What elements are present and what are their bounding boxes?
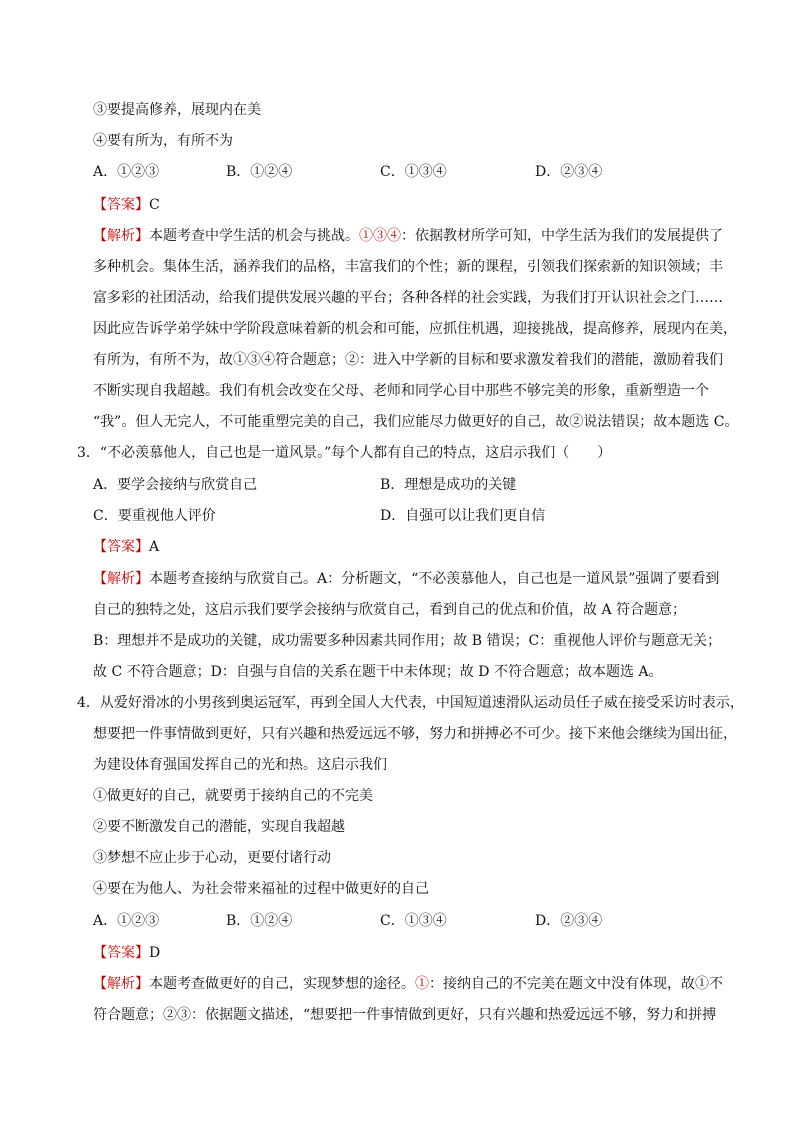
q2-analysis-line-1 (93, 226, 723, 246)
q3-option-a: A．要学会接纳与欣赏自己 (93, 477, 258, 493)
q2-option-c: C．①③④ (380, 164, 447, 180)
q2-analysis-line-6: 不断实现自我超越。我们有机会改变在父母、老师和同学心目中那些不够完美的形象，重新塑造一个 (93, 383, 709, 399)
q4-stem-line-1: 4．从爱好滑冰的小男孩到奥运冠军，再到全国人大代表，中国短道速滑队运动员任子威在接受采访时表示， (77, 695, 744, 711)
q2-analysis-line-7: “我”。但人无完人，不可能重塑完美的自己，我们应能尽力做更好的自己，故②说法错误；故本题选 C。 (93, 414, 739, 430)
answer-value: A (149, 539, 160, 555)
analysis-highlight: ① (415, 976, 429, 992)
analysis-text: 本题考查做更好的自己，实现梦想的途径。 (149, 976, 415, 992)
q3-analysis-line-3: B：理想并不是成功的关键，成功需要多种因素共同作用；故 B 错误；C：重视他人评价与题意无关； (93, 633, 722, 649)
analysis-tag: 【解析】 (93, 976, 149, 992)
q4-answer (93, 943, 160, 963)
q2-item-4: ④要有所为，有所不为 (93, 133, 233, 149)
q2-analysis-line-4: 因此应告诉学弟学妹中学阶段意味着新的机会和可能，应抓住机遇，迎接挑战，提高修养，展现内在美， (93, 321, 737, 337)
answer-value: C (149, 197, 160, 213)
q4-item-2: ②要不断激发自己的潜能，实现自我超越 (93, 819, 345, 835)
q4-option-d: D．②③④ (535, 913, 603, 929)
q4-item-4: ④要在为他人、为社会带来福祉的过程中做更好的自己 (93, 881, 429, 897)
q2-analysis-line-5: 有所为，有所不为，故①③④符合题意；②：进入中学新的目标和要求激发着我们的潜能，激励着我们 (93, 352, 723, 368)
analysis-text: ：接纳自己的不完美在题文中没有体现，故①不 (429, 976, 723, 992)
answer-tag: 【答案】 (93, 539, 149, 555)
analysis-text: ：依据教材所学可知，中学生活为我们的发展提供了 (401, 228, 723, 244)
q2-analysis-line-2: 多种机会。集体生活，涵养我们的品格，丰富我们的个性；新的课程，引领我们探索新的知识领域；丰 (93, 259, 723, 275)
q2-analysis-line-3: 富多彩的社团活动，给我们提供发展兴趣的平台；各种各样的社会实践，为我们打开认识社会之门…… (93, 290, 723, 306)
q4-stem-line-2: 想要把一件事情做到更好，只有兴趣和热爱远远不够，努力和拼搏必不可少。接下来他会继续为国出征， (93, 726, 737, 742)
q2-option-a: A．①②③ (93, 164, 160, 180)
q3-analysis-line-2: 自己的独特之处，这启示我们要学会接纳与欣赏自己，看到自己的优点和价值，故 A 符合题意； (93, 602, 687, 618)
q3-analysis-line-1 (93, 569, 719, 589)
q3-answer (93, 537, 159, 557)
analysis-tag: 【解析】 (93, 228, 149, 244)
q4-item-3: ③梦想不应止步于心动，更要付诸行动 (93, 850, 331, 866)
q4-analysis-line-2: 符合题意；②③：依据题文描述，“想要把一件事情做到更好，只有兴趣和热爱远远不够，努力和拼搏 (93, 1007, 717, 1023)
q2-answer (93, 195, 160, 215)
q4-item-1: ①做更好的自己，就要勇于接纳自己的不完美 (93, 788, 373, 804)
q3-option-d: D．自强可以让我们更自信 (380, 508, 546, 524)
q2-option-b: B．①②④ (226, 164, 293, 180)
q4-option-c: C．①③④ (380, 913, 447, 929)
q4-stem-line-3: 为建设体育强国发挥自己的光和热。这启示我们 (93, 757, 387, 773)
q4-option-b: B．①②④ (226, 913, 293, 929)
q2-item-3: ③要提高修养，展现内在美 (93, 102, 261, 118)
q3-analysis-line-4: 故 C 不符合题意；D：自强与自信的关系在题干中未体现；故 D 不符合题意；故本题选 A。 (93, 664, 663, 680)
answer-value: D (149, 945, 161, 961)
q4-option-a: A．①②③ (93, 913, 160, 929)
analysis-text: 本题考查中学生活的机会与挑战。 (149, 228, 359, 244)
answer-tag: 【答案】 (93, 197, 149, 213)
q3-stem: 3．“不必羡慕他人，自己也是一道风景。”每个人都有自己的特点，这启示我们（ ） (77, 445, 612, 461)
analysis-tag: 【解析】 (93, 571, 149, 587)
analysis-text: 本题考查接纳与欣赏自己。A：分析题文，“不必羡慕他人，自己也是一道风景”强调了要看到 (149, 571, 720, 587)
q3-option-c: C．要重视他人评价 (93, 508, 216, 524)
q2-option-d: D．②③④ (535, 164, 603, 180)
q4-analysis-line-1 (93, 974, 723, 994)
q3-option-b: B．理想是成功的关键 (380, 477, 517, 493)
answer-tag: 【答案】 (93, 945, 149, 961)
analysis-highlight: ①③④ (359, 228, 401, 244)
